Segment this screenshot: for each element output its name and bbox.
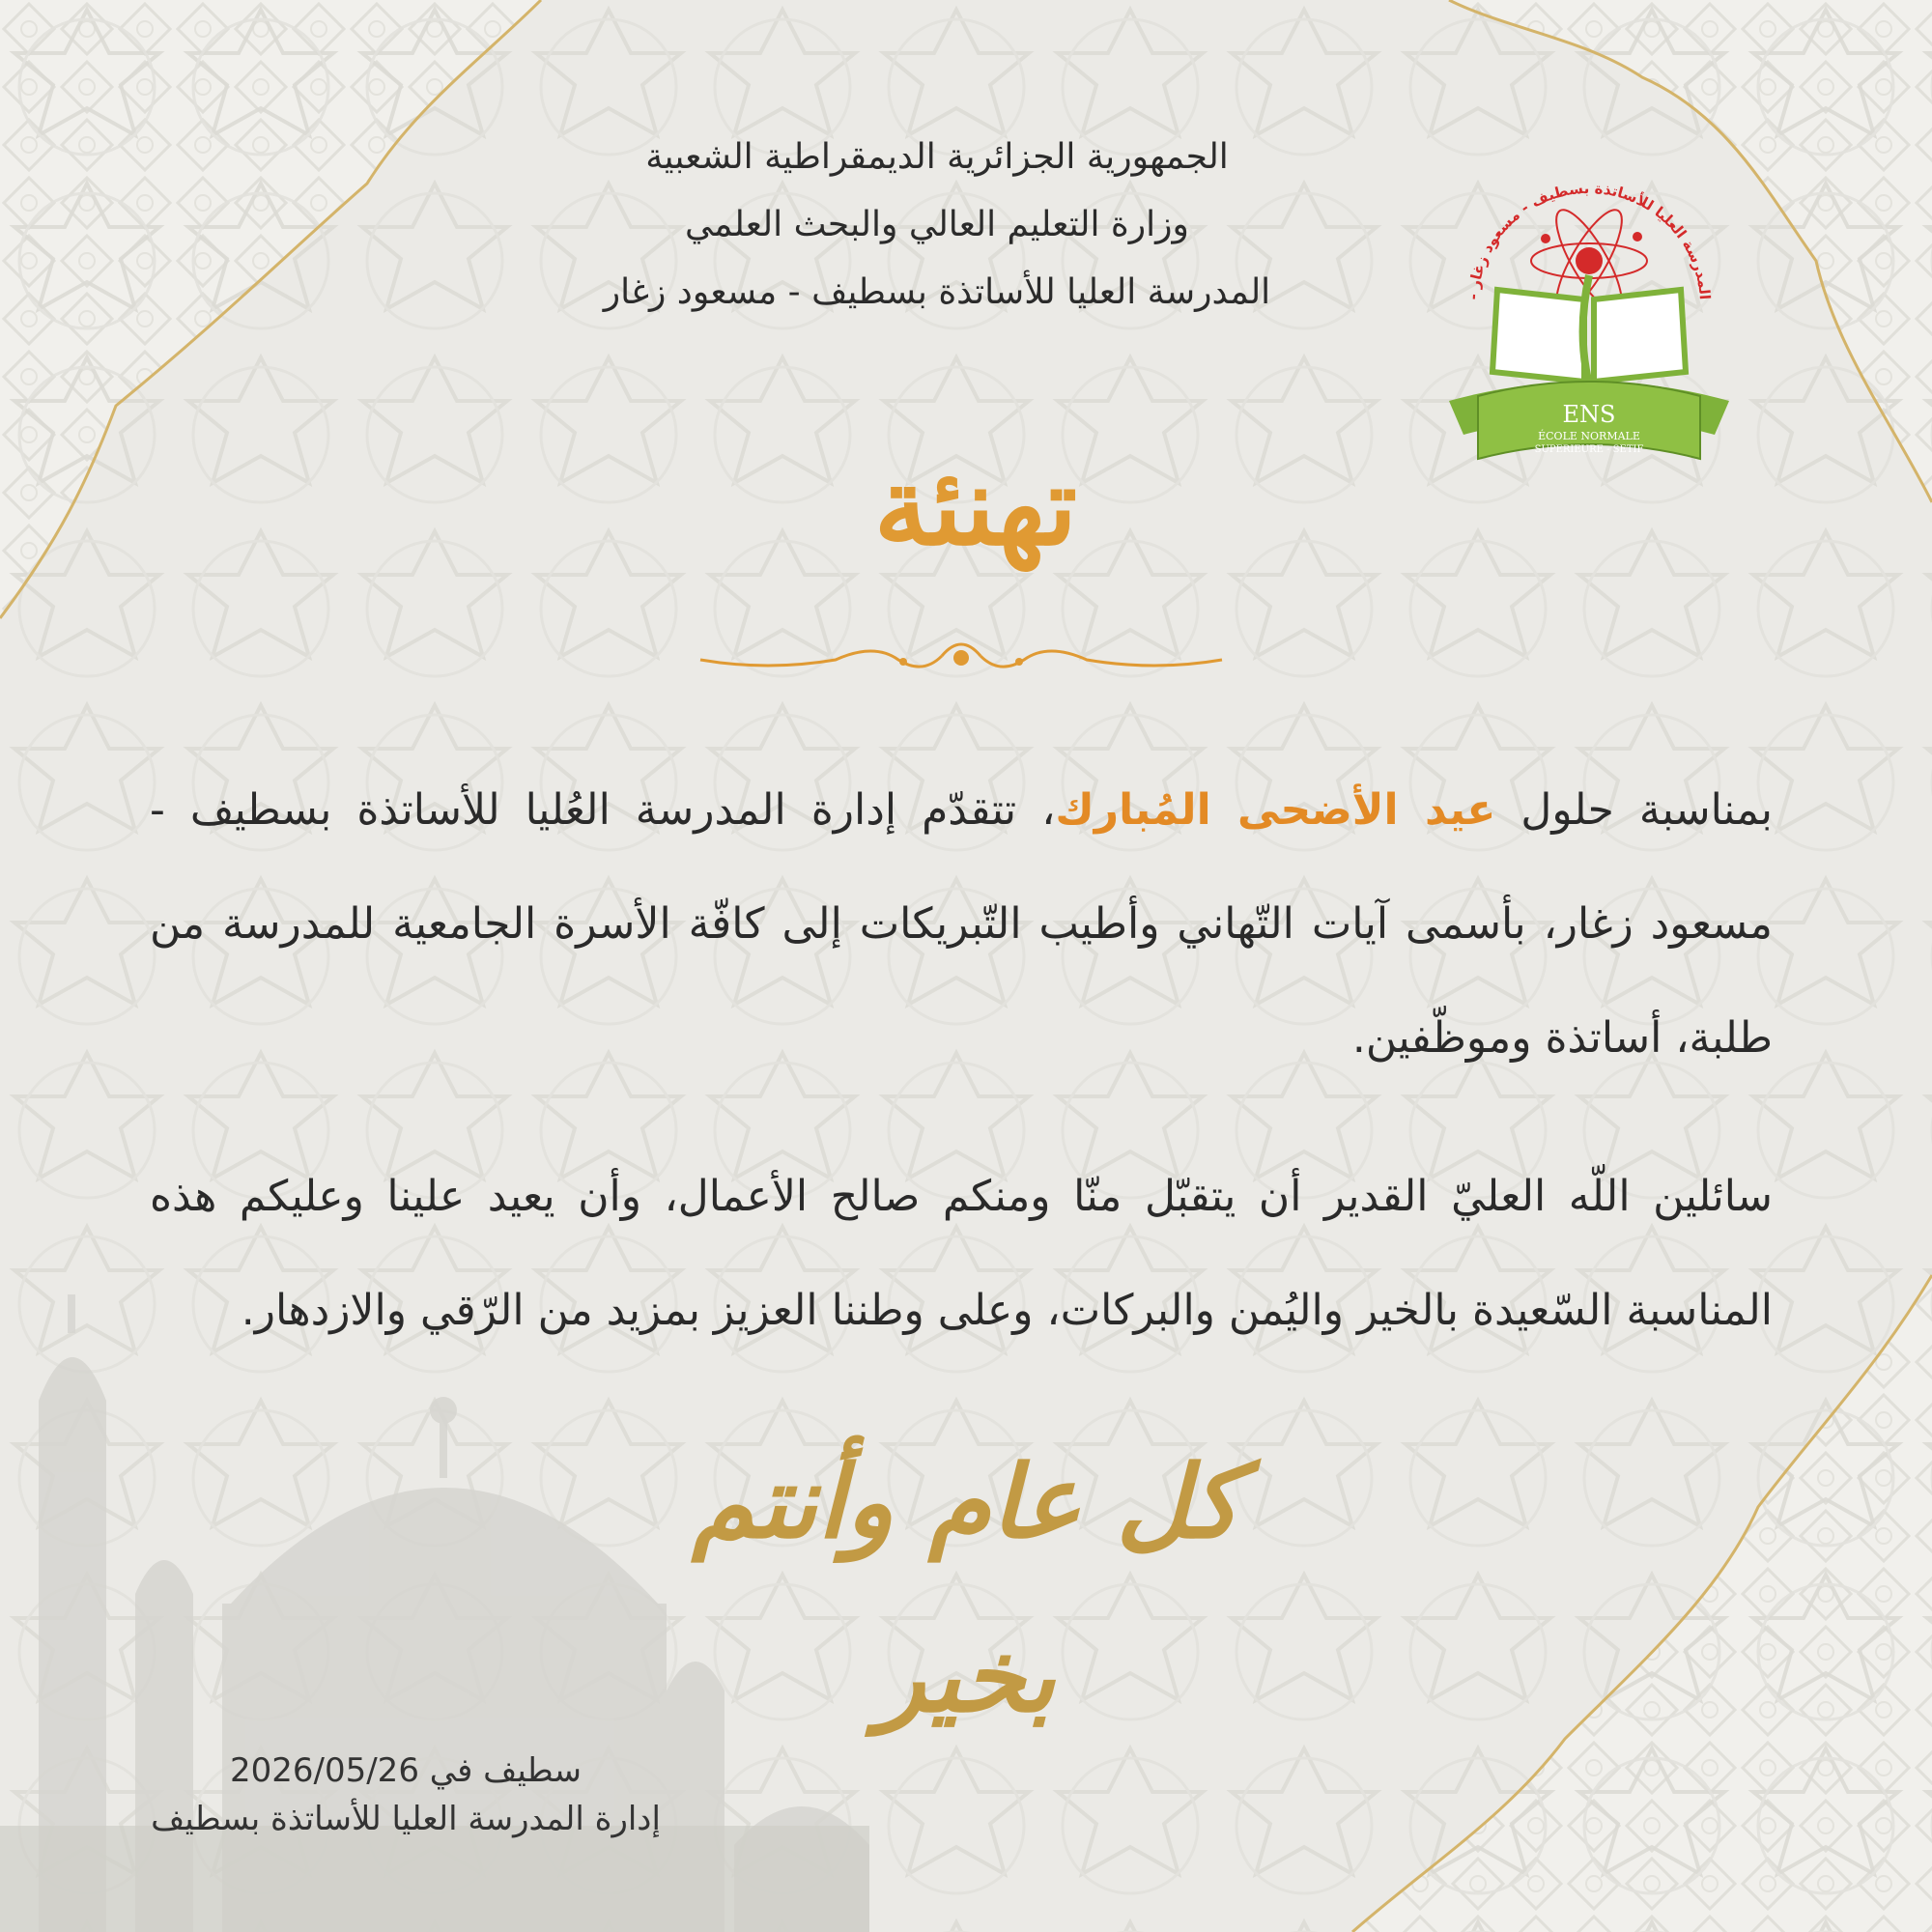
greeting-title: تهنئة [873, 443, 1078, 570]
footer-block [145, 1747, 667, 1843]
paragraph-1-rest: ، تتقدّم إدارة المدرسة العُليا للأساتذة بسطيف - مسعود زغار، بأسمى آيات التّهاني وأطيب التّبريكات إلى كافّة الأسرة الجامعية للمدرسة من طلبة، أساتذة وموظّفين. [150, 785, 1773, 1063]
header-ministry: وزارة التعليم العالي والبحث العلمي [685, 205, 1189, 244]
eid-name-highlight: عيد الأضحى المُبارك [1055, 785, 1496, 835]
message-paragraph-1 [150, 753, 1773, 1095]
footer-date: سطيف في 2026/05/26 [229, 1751, 582, 1790]
footer-signature: إدارة المدرسة العليا للأساتذة بسطيف [151, 1800, 661, 1838]
header-republic: الجمهورية الجزائرية الديمقراطية الشعبية [645, 137, 1229, 177]
closing-calligraphy: كل عام وأنتم بخير [692, 1442, 1240, 1735]
paragraph-1-intro: بمناسبة حلول [1495, 785, 1773, 835]
logo-subtitle-1: ÉCOLE NORMALE [1538, 430, 1640, 442]
logo-subtitle-2: SUPERIEURE - SETIF [1534, 444, 1644, 455]
header-block [541, 124, 1333, 327]
header-school: المدرسة العليا للأساتذة بسطيف - مسعود زغار [603, 272, 1271, 312]
ens-logo [1439, 169, 1739, 488]
message-paragraph-2: سائلين اللّه العليّ القدير أن يتقبّل منّا ومنكم صالح الأعمال، وأن يعيد علينا وعليكم هذه المناسبة السّعيدة بالخير واليُمن والبركات، وعلى وطننا العزيز بمزيد من الرّقي والازدهار. [150, 1172, 1773, 1335]
logo-ring-text: المدرسة العليا للأساتذة بسطيف - مسعود زغار - [1464, 179, 1714, 300]
ornament-divider [691, 633, 1232, 681]
logo-acronym: ENS [1562, 401, 1616, 428]
